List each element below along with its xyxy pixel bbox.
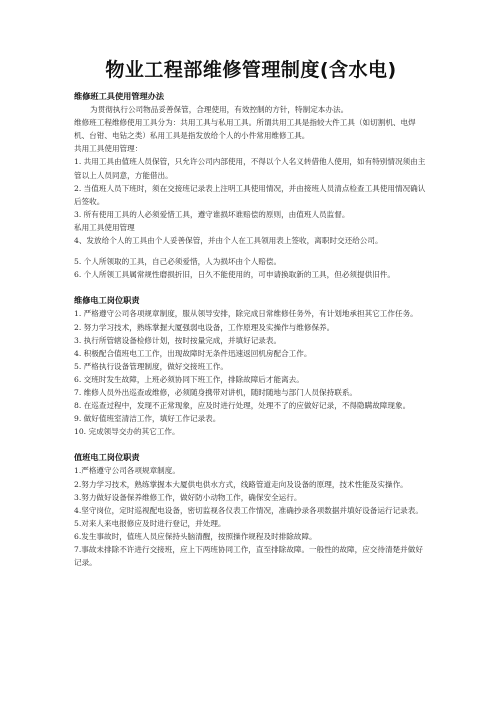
list-item: 3.努力做好设备保养维修工作，做好防小动物工作，确保安全运行。 bbox=[74, 492, 302, 502]
list-item: 5.对来人来电报修应及时进行登记，并处理。 bbox=[74, 518, 226, 528]
list-item: 2.努力学习技术，熟练掌握本大厦供电供水方式，线路管道走向及设备的原理，技术性能及实操作。 bbox=[74, 479, 408, 489]
list-item: 9. 做好值班室清洁工作，填好工作记录表。 bbox=[74, 414, 221, 424]
section-heading-tools: 维修班工具使用管理办法 bbox=[74, 91, 165, 101]
list-item: 1. 共用工具由值班人员保管，只允许公司内部使用，不得以个人名义转借他人使用，如有特别情况须由主管以上人员同意，方能借出。 bbox=[74, 157, 426, 180]
list-item: 8. 在巡查过程中，发现不正常现象，应及时进行处理，处理不了的应做好记录，不得隐瞒故障现象。 bbox=[74, 401, 411, 411]
paragraph: 维修班工程维修使用工具分为：共用工具与私用工具。所谓共用工具是指较大件工具（如切割机、电焊机、台钳、电钻之类）私用工具是指发放给个人的小件常用维修工具。 bbox=[74, 118, 416, 141]
list-item: 6. 交班时发生故障，上班必须协同下班工作，排除故障后才能离去。 bbox=[74, 374, 304, 384]
list-item: 6.发生事故时，值班人员应保持头脑清醒，按照操作规程及时排除故障。 bbox=[74, 531, 317, 541]
list-item: 3. 执行所管辖设备检修计划，按时按量完成，并填好记录表。 bbox=[74, 335, 282, 345]
list-item: 7.事故未排除不许进行交接班，应上下两班协同工作，直至排除故障。一般性的故障，应交待清楚并做好记录。 bbox=[74, 545, 423, 568]
list-item: 2. 当值班人员下班时，须在交接班记录表上注明工具使用情况，并由接班人员清点检查工具使用情况确认后签收。 bbox=[74, 183, 426, 206]
list-item: 3. 所有使用工具的人必须爱惜工具，遵守谁损坏谁赔偿的原则，由值班人员监督。 bbox=[74, 209, 350, 219]
list-item: 4. 积极配合值班电工工作，出现故障时无条件迅速返回机房配合工作。 bbox=[74, 348, 312, 358]
list-item: 10. 完成领导交办的其它工作。 bbox=[74, 427, 180, 437]
section-heading-duty-electrician: 值班电工岗位职责 bbox=[74, 452, 140, 463]
list-item: 1.严格遵守公司各项规章制度。 bbox=[74, 466, 180, 476]
list-item: 1. 严格遵守公司各项规章制度，服从领导安排，除完成日常维修任务外，有计划地承担其它工作任务。 bbox=[74, 309, 418, 319]
list-item: 5. 个人所领取的工具，自己必须爱惜，人为损坏由个人赔偿。 bbox=[74, 257, 282, 267]
subheading-private-tools: 私用工具使用管理 bbox=[74, 222, 135, 232]
list-item: 6. 个人所领工具属常规性磨损折旧，日久不能使用的，可申请换取新的工具，但必须提供旧件。 bbox=[74, 270, 395, 280]
list-item: 7. 维修人员外出巡查或维修，必须随身携带对讲机，随时随地与部门人员保持联系。 bbox=[74, 387, 358, 397]
subheading-public-tools: 共用工具使用管理： bbox=[74, 144, 143, 154]
list-item: 2. 努力学习技术，熟练掌握大厦强弱电设备，工作原理及实操作与维修保养。 bbox=[74, 322, 335, 332]
paragraph: 为贯彻执行公司物品妥善保管，合理使用，有效控制的方针，特制定本办法。 bbox=[90, 105, 349, 115]
document-page bbox=[74, 58, 428, 569]
list-item: 4、发放给个人的工具由个人妥善保管，并由个人在工具领用表上签收，离职时交还给公司。 bbox=[74, 236, 383, 246]
list-item: 5. 严格执行设备管理制度，做好交接班工作。 bbox=[74, 361, 228, 371]
page-title: 物业工程部维修管理制度(含水电) bbox=[105, 59, 397, 81]
list-item: 4.坚守岗位，定时巡视配电设备，密切监视各仪表工作情况，准确抄录各项数据并填好设备运行记录表。 bbox=[74, 505, 423, 515]
section-heading-maintenance-electrician: 维修电工岗位职责 bbox=[74, 295, 140, 306]
